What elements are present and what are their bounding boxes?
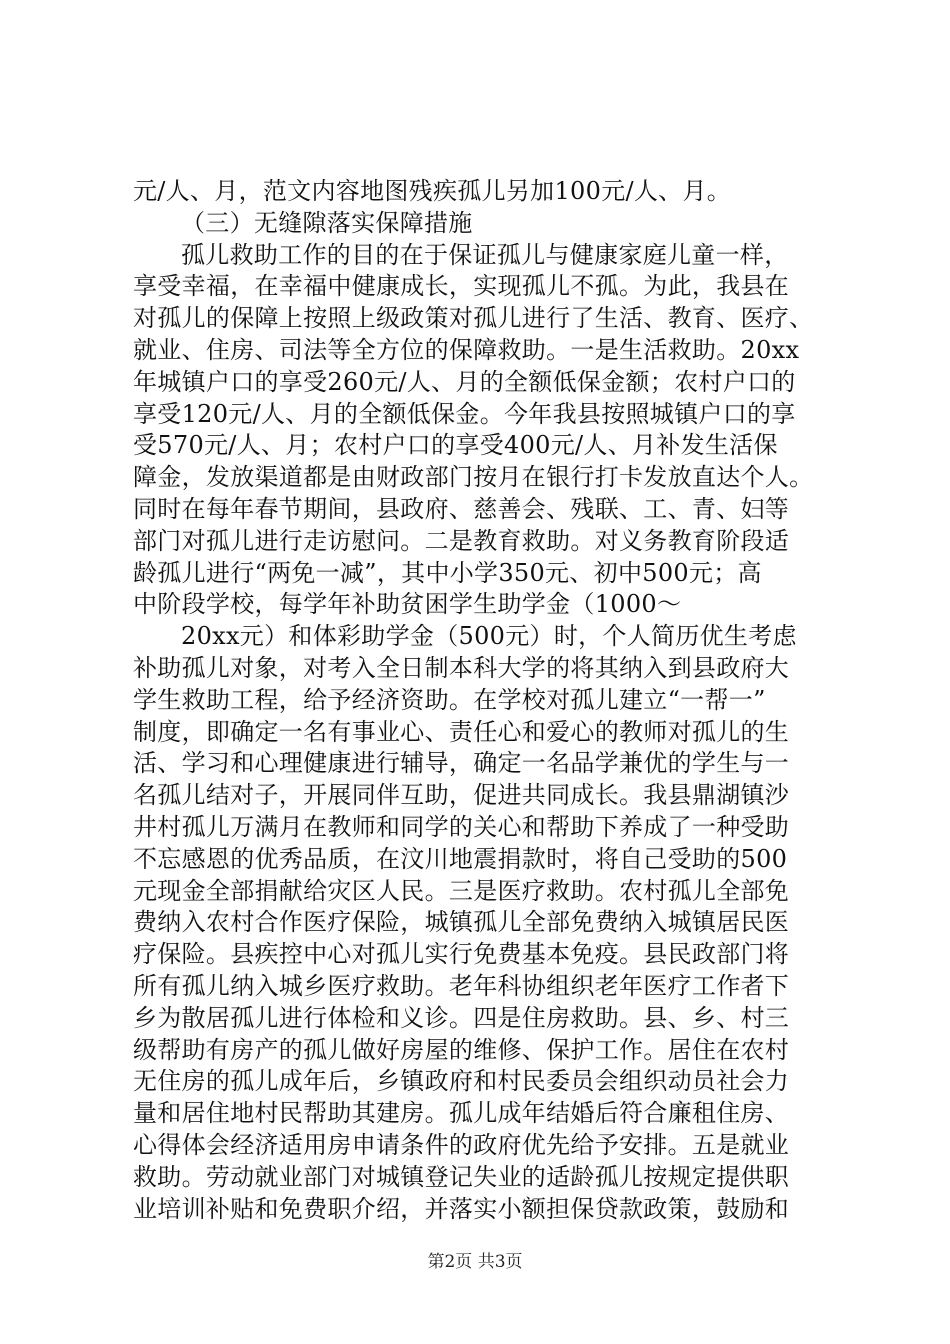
text-line: 业培训补贴和免费职介绍，并落实小额担保贷款政策，鼓励和: [133, 1194, 790, 1223]
text-line: 救助。劳动就业部门对城镇登记失业的适龄孤儿按规定提供职: [133, 1162, 790, 1191]
text-line: 级帮助有房产的孤儿做好房屋的维修、保护工作。居住在农村: [133, 1035, 790, 1064]
text-line: 所有孤儿纳入城乡医疗救助。老年科协组织老年医疗工作者下: [133, 971, 790, 1000]
text-line: 龄孤儿进行“两免一减”，其中小学350元、初中500元；高: [133, 558, 762, 587]
text-line: 元现金全部捐献给灾区人民。三是医疗救助。农村孤儿全部免: [133, 876, 790, 905]
text-line: 享受120元/人、月的全额低保金。今年我县按照城镇户口的享: [133, 399, 796, 428]
text-line: 就业、住房、司法等全方位的保障救助。一是生活救助。20xx: [133, 335, 800, 364]
text-line: 补助孤儿对象，对考入全日制本科大学的将其纳入到县政府大: [133, 653, 790, 682]
text-line: 名孤儿结对子，开展同伴互助，促进共同成长。我县鼎湖镇沙: [133, 781, 790, 810]
text-line: 乡为散居孤儿进行体检和义诊。四是住房救助。县、乡、村三: [133, 1003, 790, 1032]
paragraph-first-line: 20xx元）和体彩助学金（500元）时，个人简历优生考虑: [181, 622, 797, 651]
text-line: 障金，发放渠道都是由财政部门按月在银行打卡发放直达个人。: [133, 463, 814, 492]
text-line: 对孤儿的保障上按照上级政策对孤儿进行了生活、教育、医疗、: [133, 304, 814, 333]
text-line: 量和居住地村民帮助其建房。孤儿成年结婚后符合廉租住房、: [133, 1099, 790, 1128]
text-line: 受570元/人、月；农村户口的享受400元/人、月补发生活保: [133, 431, 778, 460]
text-line: 疗保险。县疾控中心对孤儿实行免费基本免疫。县民政部门将: [133, 940, 790, 969]
text-line: 学生救助工程，给予经济资助。在学校对孤儿建立“一帮一”: [133, 685, 766, 714]
text-line: 心得体会经济适用房申请条件的政府优先给予安排。五是就业: [133, 1130, 790, 1159]
page-number-footer: 第2页 共3页: [427, 1252, 523, 1272]
text-line: 元/人、月，范文内容地图残疾孤儿另加100元/人、月。: [133, 177, 732, 205]
text-line: 活、学习和心理健康进行辅导，确定一名品学兼优的学生与一: [133, 749, 790, 778]
section-heading: （三）无缝隙落实保障措施: [181, 208, 473, 237]
text-line: 享受幸福，在幸福中健康成长，实现孤儿不孤。为此，我县在: [133, 272, 790, 301]
text-line: 无住房的孤儿成年后，乡镇政府和村民委员会组织动员社会力: [133, 1067, 790, 1096]
text-line: 井村孤儿万满月在教师和同学的关心和帮助下养成了一种受助: [133, 812, 790, 841]
text-line: 中阶段学校，每学年补助贫困学生助学金（1000～: [133, 590, 682, 619]
document-body: [133, 176, 848, 1225]
text-line: 制度，即确定一名有事业心、责任心和爱心的教师对孤儿的生: [133, 717, 790, 746]
text-line: 同时在每年春节期间，县政府、慈善会、残联、工、青、妇等: [133, 494, 790, 523]
paragraph-first-line: 孤儿救助工作的目的在于保证孤儿与健康家庭儿童一样，: [181, 240, 789, 269]
text-line: 年城镇户口的享受260元/人、月的全额低保金额；农村户口的: [133, 367, 796, 396]
text-line: 费纳入农村合作医疗保险，城镇孤儿全部免费纳入城镇居民医: [133, 908, 790, 937]
text-line: 部门对孤儿进行走访慰问。二是教育救助。对义务教育阶段适: [133, 526, 790, 555]
text-line: 不忘感恩的优秀品质，在汶川地震捐款时，将自己受助的500: [133, 844, 788, 873]
